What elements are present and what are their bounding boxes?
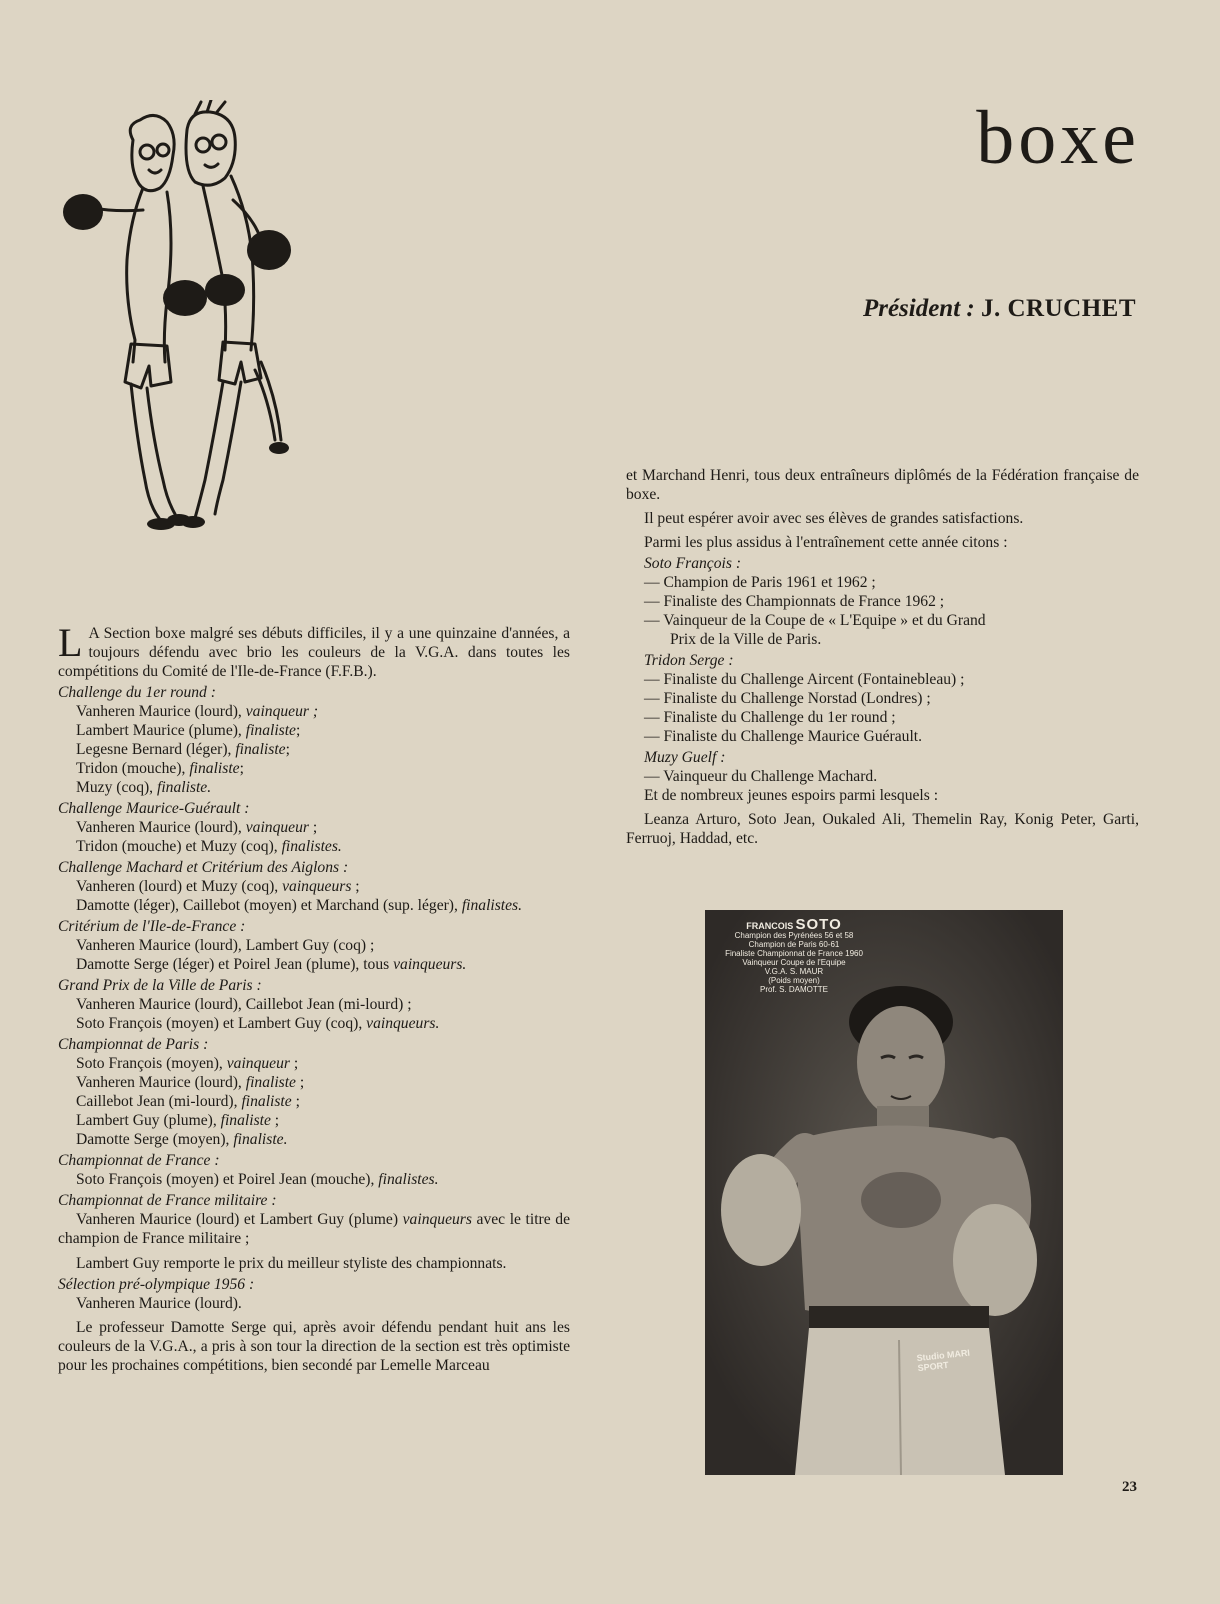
president-role: Président : [862, 295, 975, 322]
result-entry: Legesne Bernard (léger), finaliste; [76, 741, 290, 758]
paragraph: Leanza Arturo, Soto Jean, Oukaled Ali, Themelin Ray, Konig Peter, Garti, Ferruoj, Haddad, etc. [626, 811, 1139, 847]
caption-line: V.G.A. S. MAUR [764, 967, 824, 976]
section-heading: Championnat de Paris : [58, 1036, 209, 1053]
intro-paragraph [58, 620, 570, 681]
paragraph: et Marchand Henri, tous deux entraîneurs diplômés de la Fédération française de boxe. [626, 467, 1139, 503]
right-column [626, 466, 1139, 848]
result-entry: Vanheren Maurice (lourd). [76, 1295, 242, 1312]
result-entry: Soto François (moyen) et Lambert Guy (coq), vainqueurs. [76, 1015, 440, 1032]
result-entry: Caillebot Jean (mi-lourd), finaliste ; [76, 1093, 300, 1110]
paragraph: Et de nombreux jeunes espoirs parmi lesquels : [644, 787, 939, 804]
result-entry: Damotte Serge (léger) et Poirel Jean (plume), tous vainqueurs. [76, 956, 467, 973]
result-entry: Vanheren Maurice (lourd) et Lambert Guy (plume) vainqueurs avec le titre de champion de France militaire ; [58, 1211, 570, 1247]
section-heading: Challenge Maurice-Guérault : [58, 800, 250, 817]
section-heading: Grand Prix de la Ville de Paris : [58, 977, 262, 994]
caption-line: Champion de Paris 60-61 [748, 940, 840, 949]
page-title: boxe [976, 96, 1140, 180]
two-boxers-cartoon-icon [55, 100, 325, 560]
paragraph: Parmi les plus assidus à l'entraînement cette année citons : [644, 534, 1008, 551]
result-entry: Tridon (mouche) et Muzy (coq), finalistes. [76, 838, 342, 855]
photo-caption [719, 916, 869, 994]
result-entry: Soto François (moyen) et Poirel Jean (mouche), finalistes. [76, 1171, 439, 1188]
result-entry: Vanheren Maurice (lourd), vainqueur ; [76, 819, 318, 836]
result-entry: Damotte Serge (moyen), finaliste. [76, 1131, 288, 1148]
page-number: 23 [1122, 1479, 1137, 1495]
section-heading: Challenge du 1er round : [58, 684, 216, 701]
section-heading: Championnat de France : [58, 1152, 220, 1169]
paragraph: Il peut espérer avoir avec ses élèves de grandes satisfactions. [644, 510, 1024, 527]
drop-cap: L [58, 620, 83, 665]
result-entry: Lambert Guy remporte le prix du meilleur styliste des championnats. [76, 1255, 507, 1272]
achievement-line: — Vainqueur du Challenge Machard. [644, 768, 878, 785]
result-entry: Tridon (mouche), finaliste; [76, 760, 244, 777]
result-entry: Damotte (léger), Caillebot (moyen) et Marchand (sup. léger), finalistes. [76, 897, 523, 914]
result-entry: Soto François (moyen), vainqueur ; [76, 1055, 299, 1072]
caption-line: Champion des Pyrénées 56 et 58 [734, 931, 854, 940]
athlete-heading: Soto François : [644, 555, 742, 572]
boxer-photo [705, 910, 1063, 1475]
boxer-figure-icon [705, 910, 1063, 1475]
caption-name: FRANCOIS SOTO [746, 916, 842, 933]
result-entry: Vanheren (lourd) et Muzy (coq), vainqueurs ; [76, 878, 360, 895]
closing-paragraph: Le professeur Damotte Serge qui, après avoir défendu pendant huit ans les couleurs de la V.G.A., a pris à son tour la direction de la section est très optimiste pour les prochaines compétitions, bien secondé par Lemelle Marceau [58, 1319, 570, 1374]
section-heading: Sélection pré-olympique 1956 : [58, 1276, 255, 1293]
caption-line: Finaliste Championnat de France 1960 [725, 949, 863, 958]
achievement-line: — Finaliste du Challenge du 1er round ; [644, 709, 896, 726]
section-heading: Championnat de France militaire : [58, 1192, 277, 1209]
left-column [58, 620, 570, 1375]
caption-line: Prof. S. DAMOTTE [759, 985, 828, 994]
achievement-line: — Champion de Paris 1961 et 1962 ; [644, 574, 876, 591]
result-entry: Lambert Maurice (plume), finaliste; [76, 722, 301, 739]
achievement-line: — Vainqueur de la Coupe de « L'Equipe » et du Grand [644, 612, 986, 629]
result-entry: Muzy (coq), finaliste. [76, 779, 212, 796]
achievement-line: — Finaliste du Challenge Norstad (Londres) ; [644, 690, 931, 707]
president-name: J. CRUCHET [980, 295, 1136, 322]
achievement-line: — Finaliste du Challenge Maurice Guérault. [644, 728, 923, 745]
result-entry: Vanheren Maurice (lourd), Caillebot Jean (mi-lourd) ; [76, 996, 412, 1013]
athlete-heading: Muzy Guelf : [644, 749, 726, 766]
section-heading: Challenge Machard et Critérium des Aiglons : [58, 859, 349, 876]
athlete-heading: Tridon Serge : [644, 652, 734, 669]
section-heading: Critérium de l'Ile-de-France : [58, 918, 246, 935]
result-entry: Lambert Guy (plume), finaliste ; [76, 1112, 280, 1129]
caption-line: Vainqueur Coupe de l'Equipe [742, 958, 846, 967]
president-line [863, 296, 1136, 321]
achievement-line: — Finaliste du Challenge Aircent (Fontainebleau) ; [644, 671, 965, 688]
intro-text: A Section boxe malgré ses débuts difficiles, il y a une quinzaine d'années, a toujours défendu avec brio les couleurs de la V.G.A. dans toutes les compétitions du Comité de l'Ile-de-France (F.F.B.). [58, 625, 570, 680]
result-entry: Vanheren Maurice (lourd), vainqueur ; [76, 703, 319, 720]
studio-stamp: Studio MARI SPORT [916, 1347, 971, 1374]
result-entry: Vanheren Maurice (lourd), finaliste ; [76, 1074, 305, 1091]
achievement-line: — Finaliste des Championnats de France 1962 ; [644, 593, 945, 610]
result-entry: Vanheren Maurice (lourd), Lambert Guy (coq) ; [76, 937, 375, 954]
achievement-line: Prix de la Ville de Paris. [670, 631, 822, 648]
caption-line: (Poids moyen) [768, 976, 820, 985]
